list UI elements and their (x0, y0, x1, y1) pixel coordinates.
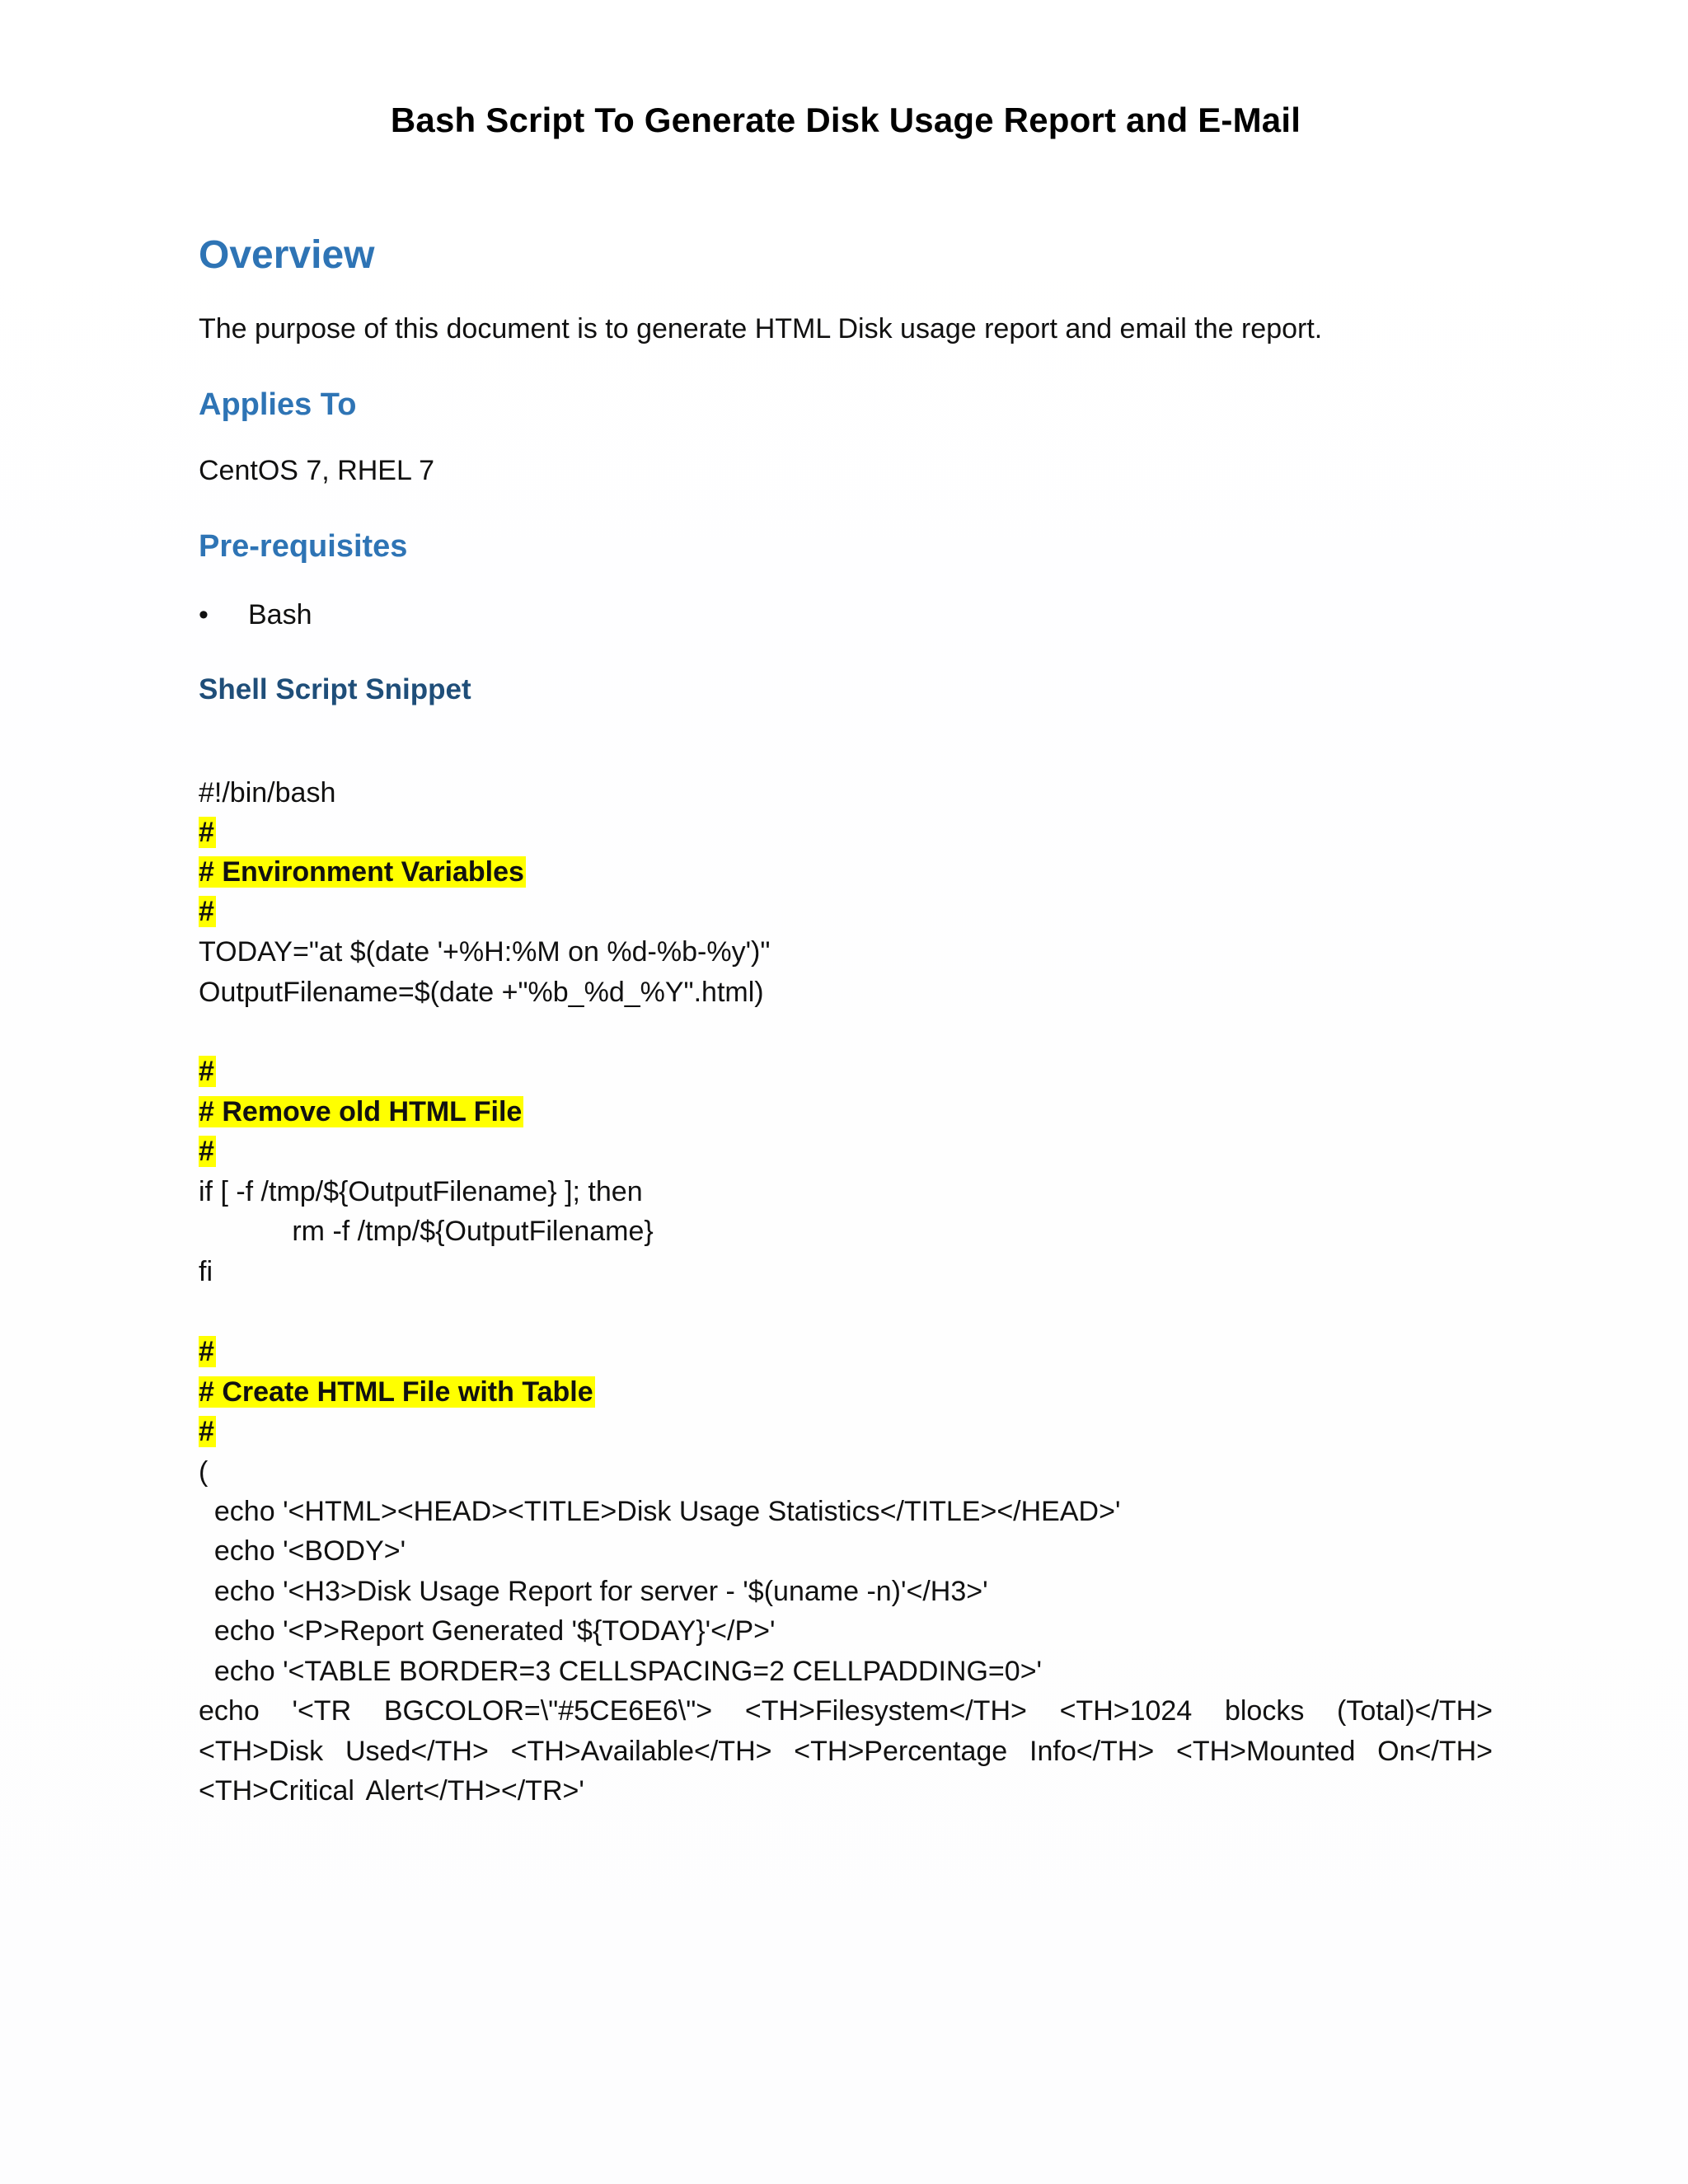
code-comment-highlight: # (199, 1056, 214, 1087)
prerequisite-item-label: Bash (248, 599, 312, 630)
overview-text: The purpose of this document is to generate HTML Disk usage report and email the report. (199, 313, 1323, 344)
code-comment-highlight: # Environment Variables (199, 856, 524, 888)
code-wrapped-line: echo '<TR BGCOLOR=\"#5CE6E6\"> <TH>Filesystem</TH> <TH>1024 blocks (Total)</TH> <TH>Disk Used</TH> <TH>Available</TH> <TH>Percentage Info</TH> <TH>Mounted On</TH> <TH>Critical Alert</TH></TR>' (199, 1695, 1493, 1807)
code-line (199, 1412, 216, 1451)
prerequisites-heading: Pre-requisites (199, 529, 408, 564)
code-line: echo '<TABLE BORDER=3 CELLSPACING=2 CELLPADDING=0>' (199, 1656, 1043, 1687)
code-line: TODAY="at $(date '+%H:%M on %d-%b-%y')" (199, 936, 771, 968)
code-line (199, 892, 216, 931)
code-line (199, 1332, 216, 1371)
code-line (199, 1092, 523, 1132)
code-line: echo '<BODY>' (199, 1535, 406, 1567)
code-line: echo '<H3>Disk Usage Report for server - '$(uname -n)'</H3>' (199, 1576, 988, 1607)
code-comment-highlight: # (199, 1416, 214, 1447)
code-comment-highlight: # (199, 1336, 214, 1367)
code-line (199, 1372, 595, 1412)
code-line: if [ -f /tmp/${OutputFilename} ]; then (199, 1176, 643, 1207)
code-line: rm -f /tmp/${OutputFilename} (199, 1216, 654, 1247)
applies-to-text: CentOS 7, RHEL 7 (199, 455, 434, 486)
code-line (199, 852, 526, 892)
code-line: fi (199, 1256, 213, 1287)
document-title: Bash Script To Generate Disk Usage Report and E-Mail (390, 101, 1301, 139)
code-line: OutputFilename=$(date +"%b_%d_%Y".html) (199, 977, 764, 1008)
code-line: echo '<HTML><HEAD><TITLE>Disk Usage Statistics</TITLE></HEAD>' (199, 1496, 1121, 1527)
code-comment-highlight: # Create HTML File with Table (199, 1376, 593, 1408)
overview-heading: Overview (199, 233, 375, 277)
code-line: ( (199, 1456, 209, 1488)
code-comment-highlight: # (199, 1136, 214, 1167)
code-line (199, 1052, 216, 1091)
code-line: #!/bin/bash (199, 777, 336, 808)
code-line (199, 813, 216, 852)
applies-to-heading: Applies To (199, 387, 357, 422)
bullet-icon: • (199, 599, 209, 630)
snippet-heading: Shell Script Snippet (199, 673, 471, 705)
code-line: echo '<P>Report Generated '${TODAY}'</P>' (199, 1615, 776, 1647)
code-comment-highlight: # (199, 817, 214, 848)
code-comment-highlight: # (199, 896, 214, 927)
code-line (199, 1132, 216, 1171)
code-comment-highlight: # Remove old HTML File (199, 1096, 523, 1127)
